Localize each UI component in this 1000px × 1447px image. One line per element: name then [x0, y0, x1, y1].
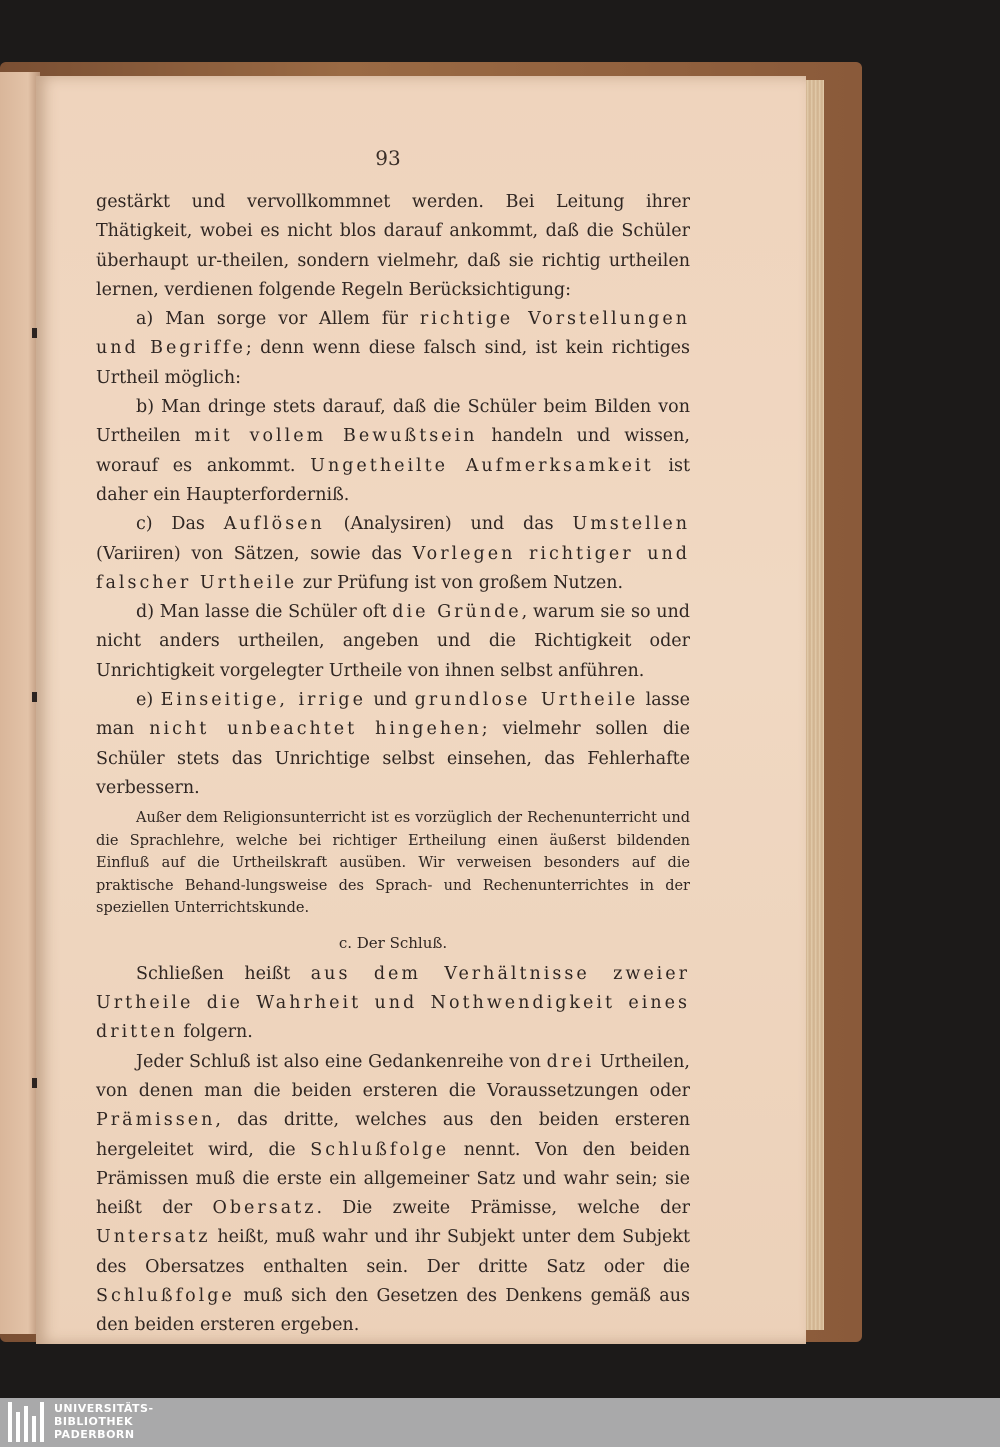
emphasis-text: Untersatz: [96, 1227, 211, 1248]
library-name-line: PADERBORN: [54, 1428, 135, 1441]
margin-mark: [32, 692, 37, 702]
text-run: c) Das: [136, 514, 224, 535]
text-run: . Die zweite Prämisse, welche der: [316, 1198, 690, 1219]
emphasis-text: Obersatz: [212, 1198, 317, 1219]
library-footer: [0, 1398, 1000, 1447]
text-run: b) Man dringe stets darauf, daß die Schüler beim Bilden von Urtheilen: [96, 397, 690, 447]
page-text: [96, 188, 690, 1341]
emphasis-text: mit vollem Bewußtsein: [194, 426, 478, 447]
text-run: , das dritte, welches aus den beiden ersteren hergeleitet wird, die: [96, 1110, 690, 1160]
text-run: ; denn wenn diese falsch sind, ist kein richtiges Urtheil möglich:: [96, 338, 690, 388]
text-run: d) Man lasse die Schüler oft: [136, 602, 393, 623]
emphasis-text: Auflösen: [223, 514, 325, 535]
emphasis-text: Schlußfolge: [310, 1139, 450, 1160]
text-run: Schließen heißt: [136, 963, 311, 984]
emphasis-text: Prämissen: [96, 1110, 216, 1131]
library-name-line: UNIVERSITÄTS-: [54, 1402, 154, 1415]
footnote-paragraph: Außer dem Religionsunterricht ist es vorzüglich der Rechenunterricht und die Sprachlehre, welche bei richtiger Ertheilung einen äußerst bildenden Einfluß auf die Urtheilskraft ausüben. Wir verweisen besonders auf die praktische Behand-lungsweise des Sprach- und Rechenunterrichtes in der speziellen Unterrichtskunde.: [96, 810, 690, 917]
text-run: folgern.: [177, 1022, 253, 1043]
paragraph-rule-d: [96, 598, 690, 686]
emphasis-text: richtige Vorstellungen und Begriffe: [96, 309, 690, 359]
emphasis-text: Einseitige, irrige: [160, 690, 366, 711]
paragraph-rule-c: [96, 510, 690, 598]
emphasis-text: grundlose Urtheile: [414, 690, 639, 711]
text-run: zur Prüfung ist von großem Nutzen.: [297, 572, 624, 593]
paragraph-rule-b: [96, 393, 690, 510]
emphasis-text: Umstellen: [572, 514, 690, 535]
paragraph-intro: gestärkt und vervollkommnet werden. Bei Leitung ihrer Thätigkeit, wobei es nicht blos darauf ankommt, daß die Schüler überhaupt ur-theilen, sondern vielmehr, daß sie richtig urtheilen lernen, verdienen folgende Regeln Berücksichtigung:: [96, 192, 690, 300]
text-run: muß sich den Gesetzen des Denkens gemäß aus den beiden ersteren ergeben.: [96, 1286, 690, 1336]
text-run: lasse man: [96, 690, 690, 740]
library-name-line: BIBLIOTHEK: [54, 1415, 134, 1428]
paragraph-rule-a: [96, 305, 690, 393]
text-run: e): [136, 690, 161, 711]
library-logo-icon: [6, 1402, 46, 1442]
text-run: , warum sie so und nicht anders urtheilen, angeben und die Richtigkeit oder Unrichtigkeit vorgelegter Urtheile von ihnen selbst anführen.: [96, 602, 690, 681]
margin-mark: [32, 328, 37, 338]
paragraph-definition: [96, 960, 690, 1048]
text-run: (Analysiren) und das: [324, 514, 573, 535]
text-run: (Variiren) von Sätzen, sowie das: [96, 543, 413, 564]
paragraph-syllogism: [96, 1048, 690, 1341]
text-run: nennt. Von den beiden Prämissen muß die erste ein allgemeiner Satz und wahr sein; sie heißt der: [96, 1139, 691, 1219]
emphasis-text: drei: [546, 1051, 595, 1072]
paragraph-rule-e: [96, 686, 690, 803]
emphasis-text: Schlußfolge: [96, 1286, 235, 1306]
text-run: ist daher ein Haupterforderniß.: [96, 455, 690, 505]
emphasis-text: aus dem Verhältnisse zweier Urtheile die Wahrheit und Nothwendigkeit eines dritten: [96, 963, 690, 1043]
text-run: Urtheilen, von denen man die beiden ersteren die Voraussetzungen oder: [96, 1051, 690, 1101]
text-run: und: [365, 690, 415, 711]
text-run: Jeder Schluß ist also eine Gedankenreihe von: [136, 1051, 547, 1072]
emphasis-text: nicht unbeachtet hingehen: [149, 719, 482, 740]
section-heading: c. Der Schluß.: [338, 933, 448, 952]
text-run: a) Man sorge vor Allem für: [136, 309, 420, 330]
text-run: heißt, muß wahr und ihr Subjekt unter dem Subjekt des Obersatzes enthalten sein. Der dritte Satz oder die: [96, 1227, 690, 1277]
margin-mark: [32, 1078, 37, 1088]
library-name: [54, 1402, 154, 1441]
text-run: ; vielmehr sollen die Schüler stets das Unrichtige selbst einsehen, das Fehlerhafte verbessern.: [96, 719, 690, 798]
emphasis-text: Ungetheilte Aufmerksamkeit: [310, 455, 654, 476]
emphasis-text: die Gründe: [392, 602, 522, 623]
page-number: 93: [375, 146, 401, 170]
left-page-edge: [0, 72, 40, 1334]
text-run: handeln und wissen, worauf es ankommt.: [96, 426, 690, 476]
emphasis-text: Vorlegen richtiger und falscher Urtheile: [96, 543, 690, 593]
